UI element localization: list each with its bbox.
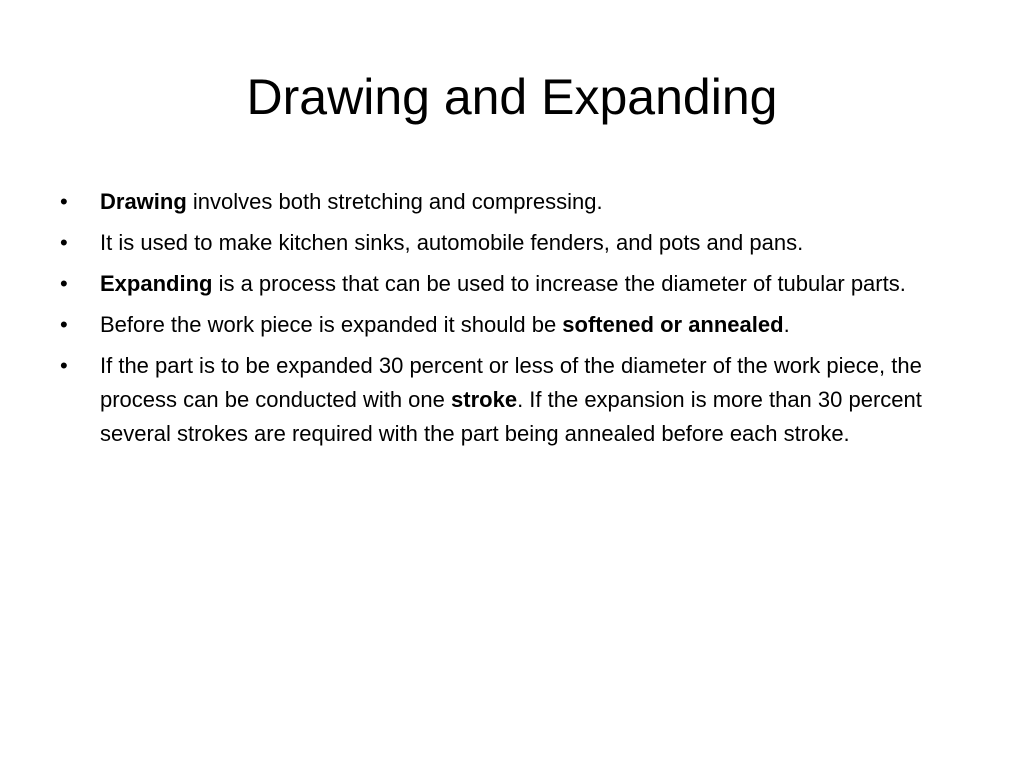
bullet-text: Before the work piece is expanded it should be bbox=[100, 312, 563, 337]
bullet-text: involves both stretching and compressing. bbox=[186, 189, 603, 214]
bullet-item-strokes bbox=[60, 349, 960, 451]
bullet-item-uses bbox=[60, 226, 960, 260]
bullet-item-drawing bbox=[60, 185, 960, 219]
bullet-term-expanding: Expanding bbox=[100, 271, 213, 296]
bullet-icon: • bbox=[60, 312, 68, 337]
bullet-list bbox=[60, 185, 960, 458]
bullet-text-end: . bbox=[783, 312, 790, 337]
bullet-term-drawing: Drawing bbox=[100, 189, 187, 214]
bullet-icon: • bbox=[60, 230, 68, 255]
bullet-icon: • bbox=[60, 189, 68, 214]
bullet-text: is a process that can be used to increase the diameter of tubular parts. bbox=[212, 271, 906, 296]
bullet-text: It is used to make kitchen sinks, automobile fenders, and pots and pans. bbox=[100, 230, 804, 255]
bullet-icon: • bbox=[60, 271, 68, 296]
bullet-text-end: . If the expansion is more than 30 percent several strokes are required with the part being annealed before each stroke. bbox=[100, 387, 922, 446]
bullet-term-softened: softened or annealed bbox=[562, 312, 784, 337]
bullet-text: If the part is to be expanded 30 percent or less of the diameter of the work piece, the process can be conducted with one bbox=[100, 353, 922, 412]
bullet-item-expanding bbox=[60, 267, 960, 301]
bullet-item-annealing bbox=[60, 308, 960, 342]
slide-title: Drawing and Expanding bbox=[246, 69, 778, 125]
bullet-icon: • bbox=[60, 353, 68, 378]
bullet-term-stroke: stroke bbox=[451, 387, 518, 412]
